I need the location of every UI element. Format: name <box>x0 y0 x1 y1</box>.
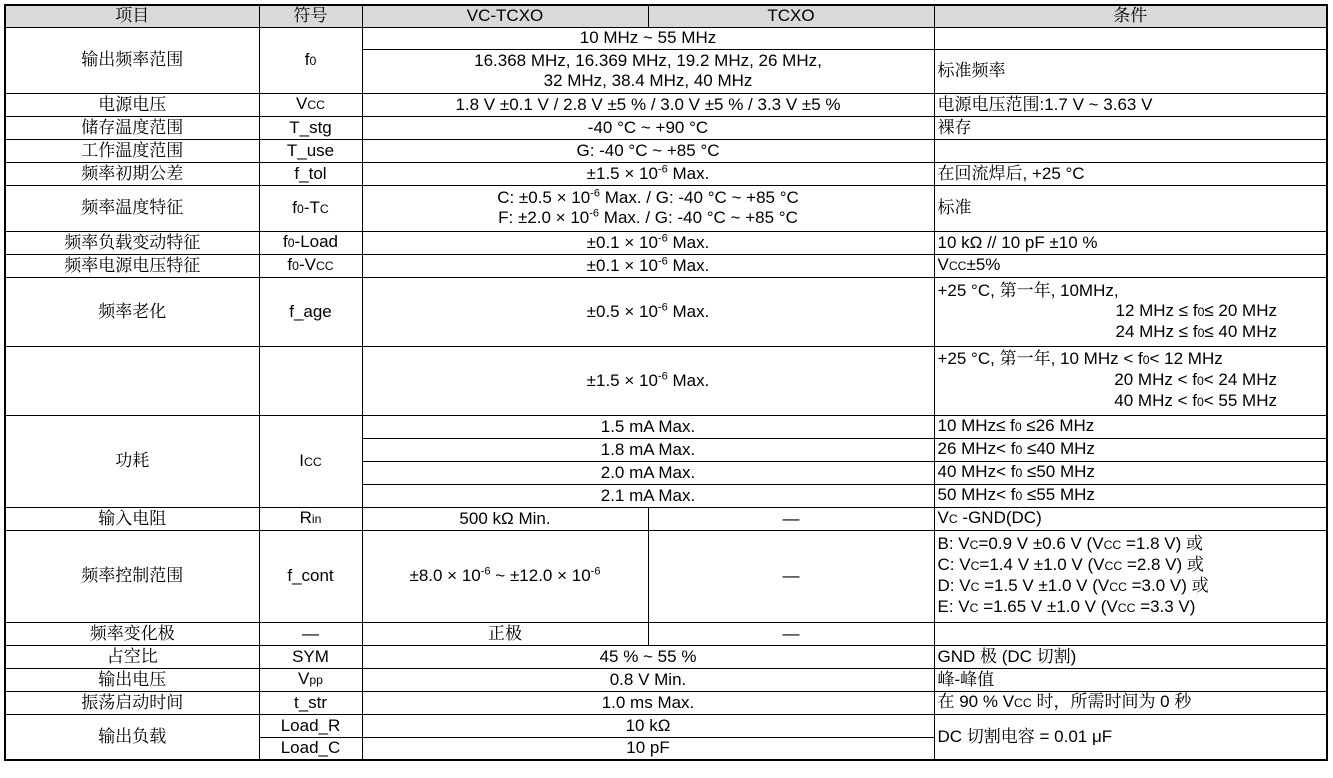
table-row <box>5 162 1327 185</box>
cond-empty <box>934 622 1327 645</box>
cond-power: 10 MHz≤ f0 ≤26 MHz <box>934 415 1327 438</box>
symbol-f0-load: f0-Load <box>259 231 362 254</box>
value-power: 2.1 mA Max. <box>362 484 934 507</box>
value-duty: 45 % ~ 55 % <box>362 645 934 668</box>
item-empty <box>5 346 259 415</box>
value-freq-tolerance: $\pm 1.5 \times 10^{-6}$ Max. <box>362 162 934 185</box>
item-polarity: 频率变化极 <box>5 622 259 645</box>
symbol-f-tol: f_tol <box>259 162 362 185</box>
table-row <box>5 346 1327 415</box>
item-power: 功耗 <box>5 415 259 507</box>
table-row <box>5 139 1327 162</box>
item-output-voltage: 输出电压 <box>5 668 259 691</box>
symbol-sym: SYM <box>259 645 362 668</box>
header-item: 项目 <box>5 5 259 27</box>
value-input-resistance-vctcxo: 500 kΩ Min. <box>362 507 648 530</box>
item-freq-tolerance: 频率初期公差 <box>5 162 259 185</box>
item-supply-voltage: 电源电压 <box>5 93 259 116</box>
symbol-f0-vcc: f0-VCC <box>259 254 362 277</box>
table-row <box>5 507 1327 530</box>
value-startup: 1.0 ms Max. <box>362 691 934 714</box>
table-row <box>5 116 1327 139</box>
cond-duty: GND 极 (DC 切割) <box>934 645 1327 668</box>
item-freq-load: 频率负载变动特征 <box>5 231 259 254</box>
table-row <box>5 668 1327 691</box>
value-power: 2.0 mA Max. <box>362 461 934 484</box>
spec-table <box>4 4 1328 761</box>
value-standard-freqs: 16.368 MHz, 16.369 MHz, 19.2 MHz, 26 MHz, 32 MHz, 38.4 MHz, 40 MHz <box>362 49 934 93</box>
item-freq-temp: 频率温度特征 <box>5 185 259 231</box>
value-polarity-tcxo: — <box>648 622 934 645</box>
table-row <box>5 645 1327 668</box>
table-row <box>5 277 1327 346</box>
symbol-empty <box>259 346 362 415</box>
item-freq-aging: 频率老化 <box>5 277 259 346</box>
symbol-t-stg: T_stg <box>259 116 362 139</box>
item-input-resistance: 输入电阻 <box>5 507 259 530</box>
value-aging-2: $\pm 1.5 \times 10^{-6}$ Max. <box>362 346 934 415</box>
table-row <box>5 231 1327 254</box>
value-supply-voltage: 1.8 V ±0.1 V / 2.8 V ±5 % / 3.0 V ±5 % / 3.3 V ±5 % <box>362 93 934 116</box>
cond-output-voltage: 峰-峰值 <box>934 668 1327 691</box>
symbol-load-c: Load_C <box>259 737 362 760</box>
cond-power: 26 MHz< f0 ≤40 MHz <box>934 438 1327 461</box>
symbol-t-use: T_use <box>259 139 362 162</box>
value-storage-temp: -40 °C ~ +90 °C <box>362 116 934 139</box>
value-freq-control-tcxo: — <box>648 530 934 622</box>
symbol-f0: f0 <box>259 27 362 93</box>
table-row <box>5 185 1327 231</box>
symbol-t-str: t_str <box>259 691 362 714</box>
cond-freq-load: 10 kΩ // 10 pF ±10 % <box>934 231 1327 254</box>
item-storage-temp: 储存温度范围 <box>5 116 259 139</box>
header-vctcxo: VC-TCXO <box>362 5 648 27</box>
table-row <box>5 714 1327 737</box>
cond-empty <box>934 139 1327 162</box>
value-operating-temp: G: -40 °C ~ +85 °C <box>362 139 934 162</box>
value-aging-1: $\pm 0.5 \times 10^{-6}$ Max. <box>362 277 934 346</box>
table-row <box>5 93 1327 116</box>
cond-aging-2: +25 °C, 第一年, 10 MHz < f0< 12 MHz 20 MHz < f0< 24 MHz 40 MHz < f0< 55 MHz <box>934 346 1327 415</box>
table-row <box>5 27 1327 49</box>
table-row <box>5 254 1327 277</box>
cond-freq-voltage: VCC±5% <box>934 254 1327 277</box>
item-startup: 振荡启动时间 <box>5 691 259 714</box>
item-duty: 占空比 <box>5 645 259 668</box>
value-freq-temp: C: $\pm 0.5 \times 10^{-6}$ Max. / G: -40 °C ~ +85 °C F: $\pm 2.0 \times 10^{-6}$ Max. / G: -40 °C ~ +85 °C <box>362 185 934 231</box>
item-output-load: 输出负载 <box>5 714 259 760</box>
item-freq-range: 输出频率范围 <box>5 27 259 93</box>
item-operating-temp: 工作温度范围 <box>5 139 259 162</box>
symbol-vpp: Vpp <box>259 668 362 691</box>
table-row <box>5 530 1327 622</box>
value-freq-voltage: $\pm 0.1 \times 10^{-6}$ Max. <box>362 254 934 277</box>
table-row <box>5 415 1327 438</box>
header-tcxo: TCXO <box>648 5 934 27</box>
value-polarity-vctcxo: 正极 <box>362 622 648 645</box>
value-input-resistance-tcxo: — <box>648 507 934 530</box>
cond-startup: 在 90 % VCC 时，所需时间为 0 秒 <box>934 691 1327 714</box>
item-freq-control: 频率控制范围 <box>5 530 259 622</box>
cond-freq-tolerance: 在回流焊后, +25 °C <box>934 162 1327 185</box>
value-load-r: 10 kΩ <box>362 714 934 737</box>
cond-aging-1: +25 °C, 第一年, 10MHz, 12 MHz ≤ f0≤ 20 MHz 24 MHz ≤ f0≤ 40 MHz <box>934 277 1327 346</box>
cond-standard-freq: 标准频率 <box>934 49 1327 93</box>
header-condition: 条件 <box>934 5 1327 27</box>
symbol-f-age: f_age <box>259 277 362 346</box>
cond-supply-voltage: 电源电压范围:1.7 V ~ 3.63 V <box>934 93 1327 116</box>
value-power: 1.8 mA Max. <box>362 438 934 461</box>
symbol-f0-tc: f0-TC <box>259 185 362 231</box>
value-output-voltage: 0.8 V Min. <box>362 668 934 691</box>
value-freq-range: 10 MHz ~ 55 MHz <box>362 27 934 49</box>
cond-power: 40 MHz< f0 ≤50 MHz <box>934 461 1327 484</box>
value-freq-control-vctcxo: $\pm 8.0 \times 10^{-6}$ ~ $\pm 12.0 \times 10^{-6}$ <box>362 530 648 622</box>
header-symbol: 符号 <box>259 5 362 27</box>
symbol-icc: ICC <box>259 415 362 507</box>
value-power: 1.5 mA Max. <box>362 415 934 438</box>
cond-output-load: DC 切割电容 = 0.01 μF <box>934 714 1327 760</box>
cond-power: 50 MHz< f0 ≤55 MHz <box>934 484 1327 507</box>
symbol-f-cont: f_cont <box>259 530 362 622</box>
cond-freq-control: B: VC=0.9 V ±0.6 V (VCC =1.8 V) 或 C: VC=1.4 V ±1.0 V (VCC =2.8 V) 或 D: VC =1.5 V ±1.0 V (VCC =3.0 V) 或 E: VC =1.65 V ±1.0 V (VCC =3.3 V) <box>934 530 1327 622</box>
table-header-row <box>5 5 1327 27</box>
cond-storage-temp: 裸存 <box>934 116 1327 139</box>
symbol-rin: Rin <box>259 507 362 530</box>
cond-empty <box>934 27 1327 49</box>
item-freq-voltage: 频率电源电压特征 <box>5 254 259 277</box>
symbol-vcc: VCC <box>259 93 362 116</box>
cond-input-resistance: VC -GND(DC) <box>934 507 1327 530</box>
cond-freq-temp: 标准 <box>934 185 1327 231</box>
table-row <box>5 622 1327 645</box>
table-row <box>5 691 1327 714</box>
symbol-polarity: — <box>259 622 362 645</box>
symbol-load-r: Load_R <box>259 714 362 737</box>
value-load-c: 10 pF <box>362 737 934 760</box>
value-freq-load: $\pm 0.1 \times 10^{-6}$ Max. <box>362 231 934 254</box>
